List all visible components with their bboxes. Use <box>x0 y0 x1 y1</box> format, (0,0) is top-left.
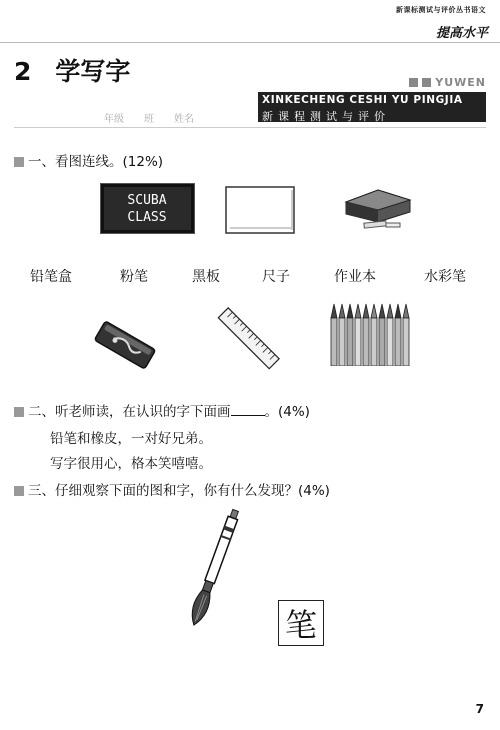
crayons-icon <box>330 302 412 366</box>
label-watercolor-pens: 水彩笔 <box>424 269 466 285</box>
lesson-name: 学写字 <box>55 57 131 86</box>
blackboard-icon <box>100 183 195 234</box>
question-1 <box>14 150 163 170</box>
question-2 <box>14 400 310 420</box>
square-bullet-icon <box>14 157 24 167</box>
label-blackboard: 黑板 <box>192 269 220 285</box>
question-2-text-after: 。(4%) <box>264 404 310 420</box>
header-divider <box>0 42 500 43</box>
banner-chinese: 新课程测试与评价 <box>262 110 390 123</box>
subject-label: YUWEN <box>435 76 486 89</box>
square-icon <box>422 78 431 87</box>
pencil-case-icon <box>92 318 158 372</box>
ruler-icon <box>216 304 280 374</box>
lesson-title <box>14 52 130 88</box>
question-1-text: 一、看图连线。(12%) <box>28 154 164 170</box>
label-notebook: 作业本 <box>334 269 376 285</box>
label-pencil-case: 铅笔盒 <box>30 269 72 285</box>
brush-icon <box>180 505 250 635</box>
label-ruler: 尺子 <box>262 269 290 285</box>
question-3 <box>14 479 330 499</box>
name-field-label: 姓名 <box>174 114 194 125</box>
level-title: 提高水平 <box>435 26 488 41</box>
reading-line-1: 铅笔和橡皮，一对好兄弟。 <box>50 431 212 447</box>
character-box: 笔 <box>278 600 324 646</box>
square-bullet-icon <box>14 486 24 496</box>
student-info-row <box>104 110 194 125</box>
series-title: 新课标测试与评价丛书语文 <box>396 6 486 14</box>
square-bullet-icon <box>14 407 24 417</box>
question-2-text-before: 二、听老师读，在认识的字下面画 <box>28 404 231 420</box>
page-number: 7 <box>475 702 484 716</box>
blackboard-text-2: CLASS <box>127 210 167 225</box>
notebook-icon <box>225 186 295 234</box>
answer-blank <box>231 415 265 416</box>
lesson-number: 2 <box>14 57 32 86</box>
question-3-text: 三、仔细观察下面的图和字，你有什么发现？(4%) <box>28 483 330 499</box>
blackboard-text-1: SCUBA <box>127 193 167 208</box>
info-underline <box>14 127 486 128</box>
class-field-label: 班 <box>144 114 154 125</box>
banner-english: XINKECHENG CESHI YU PINGJIA <box>262 94 463 106</box>
label-chalk: 粉笔 <box>120 269 148 285</box>
eraser-icon <box>338 186 414 232</box>
reading-line-2: 写字很用心，格本笑嘻嘻。 <box>50 456 212 472</box>
subject-tag <box>409 76 486 89</box>
grade-field-label: 年级 <box>104 114 124 125</box>
square-icon <box>409 78 418 87</box>
